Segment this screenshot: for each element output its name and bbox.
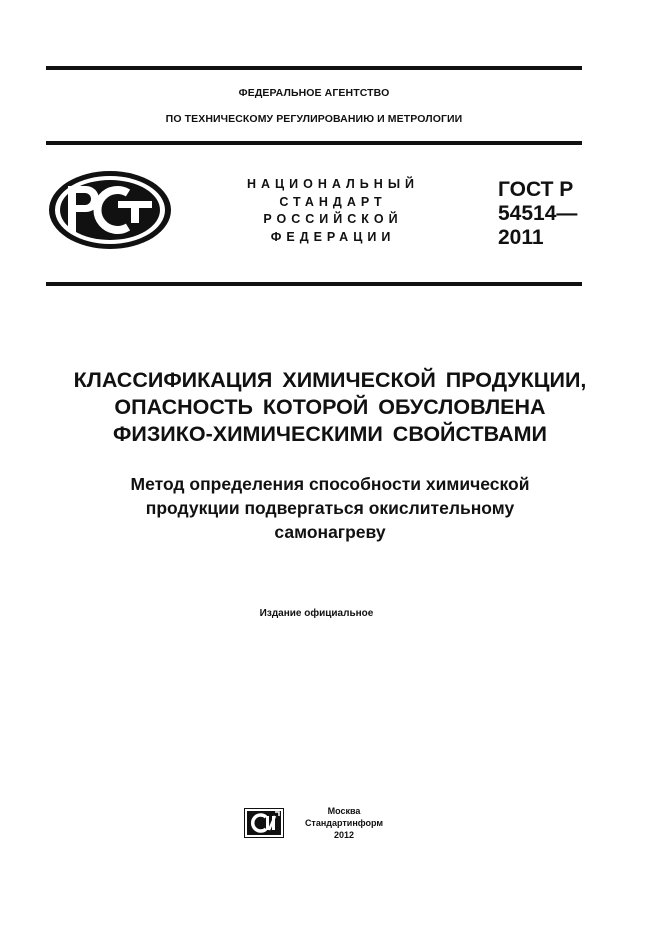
national-standard-line: СТАНДАРТ [279,194,387,209]
rst-certification-mark-icon [46,168,174,252]
bottom-rule [46,282,582,286]
publisher-name: Стандартинформ [304,818,384,828]
national-standard-line: НАЦИОНАЛЬНЫЙ [246,177,420,191]
document-title [30,367,630,448]
national-standard-label [228,176,438,246]
title-line: ФИЗИКО-ХИМИЧЕСКИМИ СВОЙСТВАМИ [113,422,547,446]
subtitle-line: Метод определения способности химической [130,474,530,494]
subtitle-line: самонагреву [274,522,386,542]
publisher-block [294,805,394,841]
title-line: ОПАСНОСТЬ КОТОРОЙ ОБУСЛОВЛЕНА [114,395,546,419]
national-standard-line: РОССИЙСКОЙ [263,212,403,226]
designation-line-1: ГОСТ Р [498,178,574,201]
designation-line-3: 2011 [498,226,544,249]
agency-line-2: ПО ТЕХНИЧЕСКОМУ РЕГУЛИРОВАНИЮ И МЕТРОЛОГИИ [165,113,463,125]
title-line: КЛАССИФИКАЦИЯ ХИМИЧЕСКОЙ ПРОДУКЦИИ, [73,368,587,392]
top-rule [46,66,582,70]
national-standard-line: ФЕДЕРАЦИИ [270,229,396,244]
publisher-city: Москва [327,806,361,816]
middle-rule [46,141,582,145]
publisher-year: 2012 [333,830,355,840]
subtitle-line: продукции подвергаться окислительному [145,498,515,518]
edition-label [0,608,661,619]
standartinform-logo-icon [244,808,284,838]
agency-line-1: ФЕДЕРАЛЬНОЕ АГЕНТСТВО [238,87,390,99]
designation-line-2: 54514— [498,202,578,225]
standard-designation [498,178,577,250]
edition-text: Издание официальное [259,608,374,619]
document-subtitle [30,472,630,544]
